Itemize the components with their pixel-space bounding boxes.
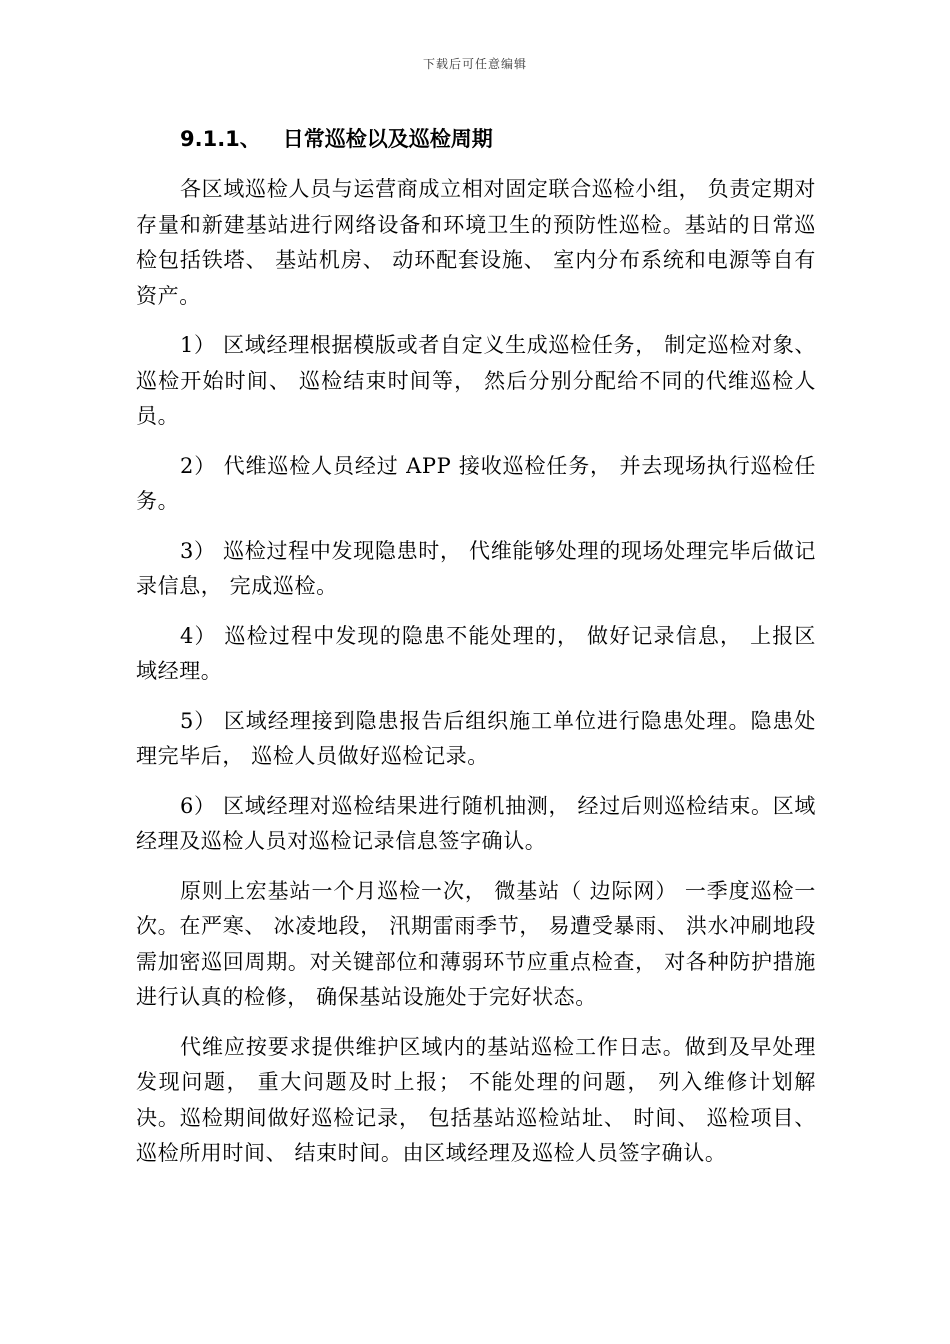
paragraph-inspection-cycle: 原则上宏基站一个月巡检一次， 微基站（ 边际网） 一季度巡检一次。在严寒、 冰凌地段， 汛期雷雨季节， 易遭受暴雨、 洪水冲刷地段需加密巡回周期。对关键部位和薄弱环节应重点检查， 对各种防护措施进行认真的检修， 确保基站设施处于完好状态。 bbox=[136, 878, 816, 1009]
header-note: 下载后可任意编辑 bbox=[422, 57, 527, 71]
paragraph-step-2: 2） 代维巡检人员经过 APP 接收巡检任务， 并去现场执行巡检任务。 bbox=[136, 453, 816, 513]
section-title: 日常巡检以及巡检周期 bbox=[282, 127, 493, 151]
paragraph-step-3: 3） 巡检过程中发现隐患时， 代维能够处理的现场处理完毕后做记录信息， 完成巡检。 bbox=[136, 538, 816, 598]
paragraph-work-log: 代维应按要求提供维护区域内的基站巡检工作日志。做到及早处理发现问题， 重大问题及时上报； 不能处理的问题， 列入维修计划解决。巡检期间做好巡检记录， 包括基站巡检站址、 时间、 巡检项目、 巡检所用时间、 结束时间。由区域经理及巡检人员签字确认。 bbox=[136, 1034, 816, 1165]
paragraph-step-4: 4） 巡检过程中发现的隐患不能处理的， 做好记录信息， 上报区域经理。 bbox=[136, 623, 816, 683]
section-number: 9.1.1、 bbox=[180, 127, 261, 151]
paragraph-intro: 各区域巡检人员与运营商成立相对固定联合巡检小组， 负责定期对存量和新建基站进行网络设备和环境卫生的预防性巡检。基站的日常巡检包括铁塔、 基站机房、 动环配套设施、 室内分布系统和电源等自有资产。 bbox=[136, 177, 816, 308]
document-body bbox=[136, 122, 816, 1186]
section-heading bbox=[136, 122, 816, 156]
paragraph-step-1: 1） 区域经理根据模版或者自定义生成巡检任务， 制定巡检对象、 巡检开始时间、 巡检结束时间等， 然后分别分配给不同的代维巡检人员。 bbox=[136, 333, 816, 428]
paragraph-step-5: 5） 区域经理接到隐患报告后组织施工单位进行隐患处理。隐患处理完毕后， 巡检人员做好巡检记录。 bbox=[136, 708, 816, 768]
paragraph-step-6: 6） 区域经理对巡检结果进行随机抽测， 经过后则巡检结束。区域经理及巡检人员对巡检记录信息签字确认。 bbox=[136, 793, 816, 853]
